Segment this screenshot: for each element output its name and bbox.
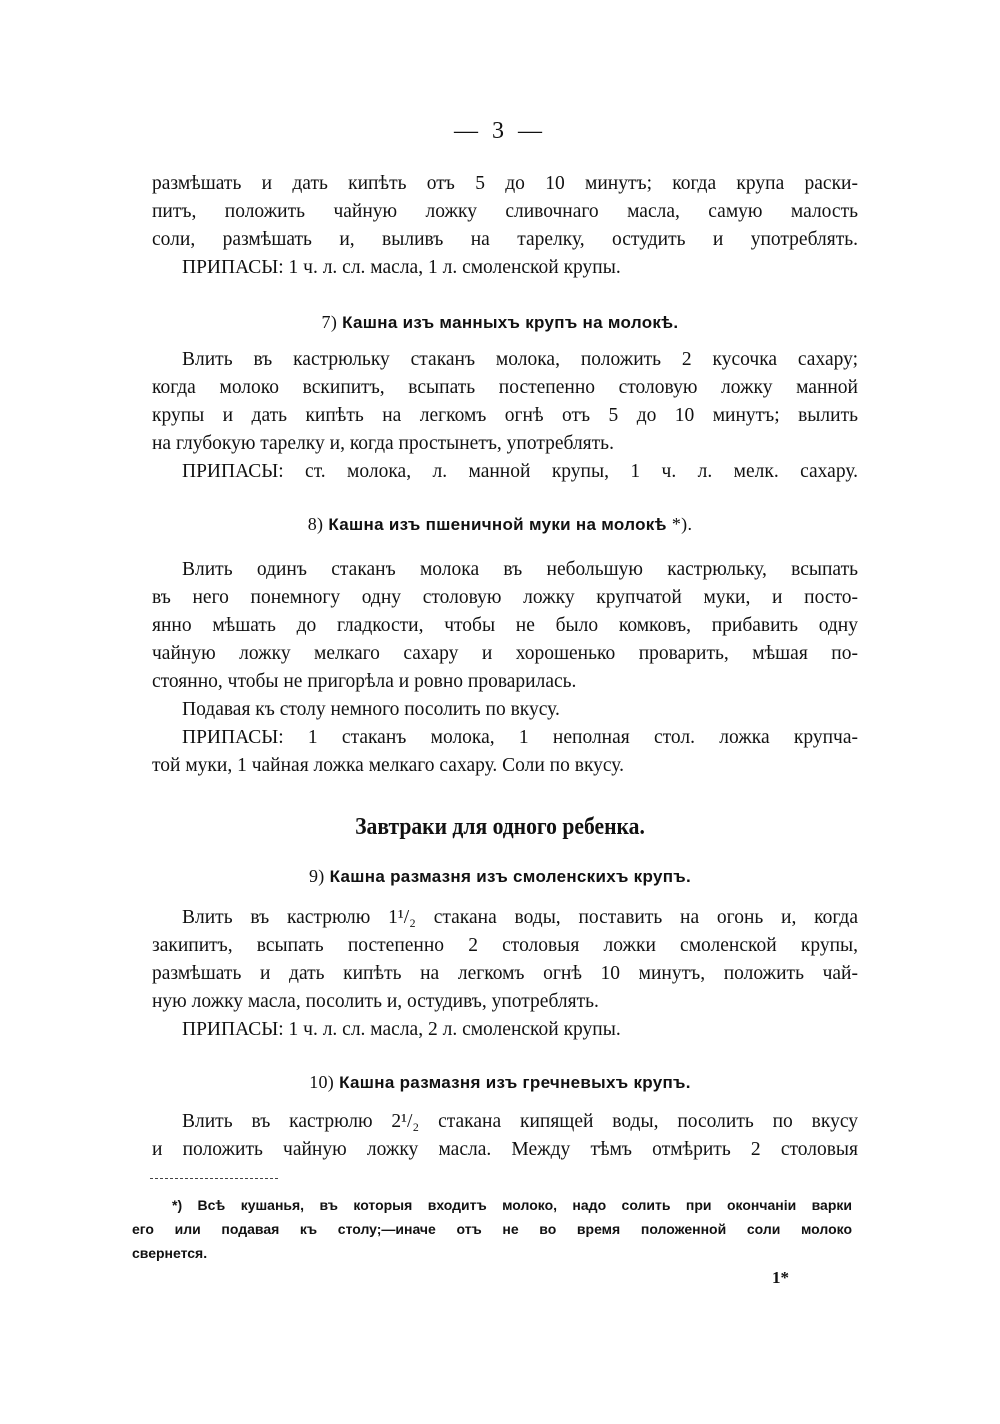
ingredients-line: ПРИПАСЫ: ст. молока, л. манной крупы, 1 ч. л. мелк. сахару. (182, 461, 858, 482)
recipe-8-heading (0, 514, 1000, 535)
text-line: ную ложку масла, посолить и, остудивъ, употреблять. (152, 991, 599, 1012)
text-line: крупы и дать кипѣть на легкомъ огнѣ отъ 5 до 10 минутъ; вылить (152, 405, 858, 426)
recipe-title: Кашна размазня изъ гречневыхъ крупъ. (339, 1073, 691, 1092)
recipe-title: Кашна размазня изъ смоленскихъ крупъ. (329, 867, 691, 886)
recipe-8-body (152, 556, 858, 780)
signature-mark: 1* (772, 1268, 789, 1287)
text-line: закипитъ, всыпать постепенно 2 столовыя ложки смоленской крупы, (152, 935, 858, 956)
recipe-number: 10) (309, 1072, 335, 1092)
recipe-number: 9) (309, 866, 325, 886)
text-line: и положить чайную ложку масла. Между тѣмъ отмѣрить 2 столовыя (152, 1139, 858, 1160)
text-line: Подавая къ столу немного посолить по вкусу. (182, 699, 560, 720)
text-line: питъ, положить чайную ложку сливочнаго масла, самую малость (152, 201, 858, 222)
text-line: размѣшать и дать кипѣть отъ 5 до 10 минутъ; когда крупа раски- (152, 173, 858, 194)
footnote (132, 1193, 852, 1265)
paragraph-continuation (152, 170, 858, 282)
footnote-line: свернется. (132, 1245, 208, 1261)
page-number: — 3 — (454, 118, 546, 144)
text-line: янно мѣшать до гладкости, чтобы не было комковъ, прибавить одну (152, 615, 858, 636)
text-line: на глубокую тарелку и, когда простынетъ, употреблять. (152, 433, 614, 454)
text-line: Влить въ кастрюльку стаканъ молока, положить 2 кусочка сахару; (182, 349, 858, 370)
recipe-9-heading (0, 866, 1000, 887)
recipe-title: Кашна изъ пшеничной муки на молокѣ (328, 515, 667, 534)
footnote-divider (150, 1178, 278, 1179)
recipe-number: 7) (321, 312, 338, 332)
text-line: соли, размѣшать и, выливъ на тарелку, остудить и употреблять. (152, 229, 858, 250)
text-line: чайную ложку мелкаго сахару и хорошенько проварить, мѣшая по- (152, 643, 858, 664)
footnote-mark: *). (671, 514, 693, 534)
recipe-title: Кашна изъ манныхъ крупъ на молокѣ. (342, 313, 679, 332)
text-line: той муки, 1 чайная ложка мелкаго сахару. Соли по вкусу. (152, 755, 624, 776)
recipe-number: 8) (307, 514, 324, 534)
footnote-line: его или подавая къ столу;—иначе отъ не во время положенной соли молоко (132, 1221, 852, 1237)
text-line: размѣшать и дать кипѣть на легкомъ огнѣ 10 минутъ, положить чай- (152, 963, 858, 984)
recipe-7-heading (0, 312, 1000, 333)
recipe-10-body (152, 1108, 858, 1164)
text-line: въ него понемногу одну столовую ложку крупчатой муки, и посто- (152, 587, 858, 608)
ingredients-line: ПРИПАСЫ: 1 ч. л. сл. масла, 1 л. смоленской крупы. (182, 257, 621, 278)
ingredients-line: ПРИПАСЫ: 1 стаканъ молока, 1 неполная стол. ложка крупча- (182, 727, 858, 748)
text-line: Влить въ кастрюлю 1¹/₂ стакана воды, поставить на огонь и, когда (182, 907, 858, 928)
text-line: Влить въ кастрюлю 2¹/₂ стакана кипящей воды, посолить по вкусу (182, 1111, 858, 1132)
footnote-line: *) Всѣ кушанья, въ которыя входитъ молоко, надо солить при окончаніи варки (172, 1197, 852, 1213)
recipe-7-body (152, 346, 858, 486)
text-line: Влить одинъ стаканъ молока въ небольшую кастрюльку, всыпать (182, 559, 858, 580)
recipe-9-body (152, 904, 858, 1044)
ingredients-line: ПРИПАСЫ: 1 ч. л. сл. масла, 2 л. смоленской крупы. (182, 1019, 621, 1040)
text-line: стоянно, чтобы не пригорѣла и ровно проварилась. (152, 671, 577, 692)
section-title: Завтраки для одного ребенка. (355, 814, 645, 840)
text-line: когда молоко вскипитъ, всыпать постепенно столовую ложку манной (152, 377, 858, 398)
recipe-10-heading (0, 1072, 1000, 1093)
